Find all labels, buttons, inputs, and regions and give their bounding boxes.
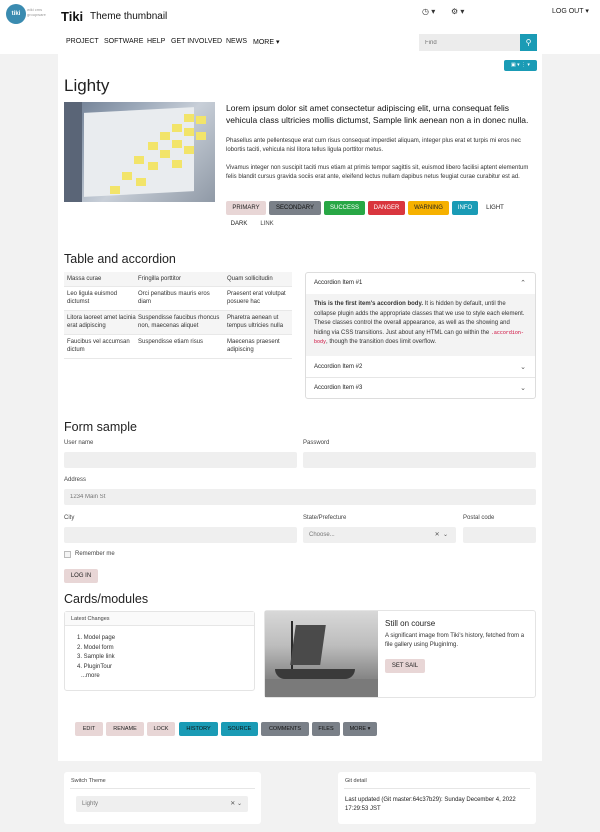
- page-title: Lighty: [64, 76, 110, 95]
- danger-button[interactable]: DANGER: [368, 201, 405, 215]
- logout-menu[interactable]: LOG OUT ▾: [552, 8, 589, 15]
- site-title: Theme thumbnail: [90, 11, 168, 22]
- lock-button[interactable]: LOCK: [147, 722, 175, 736]
- username-label: User name: [64, 440, 94, 446]
- tiki-logo[interactable]: tiki: [6, 4, 26, 24]
- primary-button[interactable]: PRIMARY: [226, 201, 266, 215]
- edit-button[interactable]: EDIT: [75, 722, 103, 736]
- column-header: Quam sollicitudin: [227, 276, 273, 282]
- search-button[interactable]: [520, 34, 537, 51]
- edit-mode-toggle[interactable]: [504, 60, 537, 71]
- list-item[interactable]: 3. Sample link: [77, 654, 115, 660]
- nav-help[interactable]: HELP: [147, 38, 166, 45]
- username-input[interactable]: [64, 452, 297, 468]
- accordion: [305, 272, 536, 399]
- info-button[interactable]: INFO: [452, 201, 478, 215]
- address-label: Address: [64, 477, 87, 483]
- light-button[interactable]: LIGHT: [486, 205, 504, 211]
- module-title: Latest Changes: [65, 612, 254, 626]
- chevron-down-icon: ⌄: [520, 364, 526, 371]
- accordion-item-2-header[interactable]: Accordion Item #2 ⌄: [306, 357, 535, 378]
- remember-me-checkbox[interactable]: [64, 551, 71, 558]
- remember-me-label: Remember me: [75, 551, 115, 557]
- clock-icon[interactable]: ◷ ▾: [422, 7, 436, 16]
- git-detail-text: Last updated (Git master:64c37b29): Sunday December 4, 2022 17:29:53 JST: [345, 797, 516, 812]
- card-image: [265, 611, 378, 697]
- table-section-heading: Table and accordion: [64, 252, 176, 266]
- theme-select[interactable]: Lighty ✕ ⌄: [76, 796, 248, 812]
- list-item[interactable]: 1. Model page: [77, 635, 116, 641]
- toggle-icon: ▣ ▾ ⋮ ▾: [511, 62, 530, 68]
- password-label: Password: [303, 440, 330, 446]
- card-title: Still on course: [385, 619, 436, 628]
- comments-button[interactable]: COMMENTS: [261, 722, 309, 736]
- accordion-item-1-header[interactable]: Accordion Item #1 ⌃: [306, 273, 535, 294]
- logo-tagline: wiki cms groupware: [27, 7, 46, 17]
- table-cell: Suspendisse faucibus rhoncus non, maecenas aliquet: [138, 315, 220, 329]
- table-cell: Suspendisse etiam risus: [138, 339, 204, 345]
- source-button[interactable]: SOURCE: [221, 722, 258, 736]
- address-input[interactable]: [64, 489, 536, 505]
- dark-button[interactable]: DARK: [230, 221, 248, 227]
- state-label: State/Prefecture: [303, 515, 347, 521]
- search-input[interactable]: [419, 34, 520, 51]
- secondary-button[interactable]: SECONDARY: [269, 201, 321, 215]
- paragraph-1: Phasellus ante pellentesque erat cum risus consequat imperdiet aliquam, integer plus erat et turpis mi eros nec lobortis taciti, vehicula nisl litora tellus ligula porttitor metus.: [226, 138, 521, 153]
- chevron-up-icon: ⌃: [520, 280, 526, 287]
- table-cell: Maecenas praesent adipiscing: [227, 339, 280, 353]
- password-input[interactable]: [303, 452, 536, 468]
- table-cell: Pharetra aenean ut tempus ultricies nulla: [227, 315, 284, 329]
- state-select[interactable]: Choose... ✕ ⌄: [303, 527, 456, 543]
- git-detail-module: [338, 772, 536, 824]
- table-row: [64, 287, 292, 311]
- city-input[interactable]: [64, 527, 297, 543]
- postal-code-input[interactable]: [463, 527, 536, 543]
- table-cell: Orci penatibus mauris eros diam: [138, 291, 210, 305]
- clear-icon[interactable]: ✕: [230, 801, 236, 807]
- search-icon: ⚲: [525, 38, 532, 47]
- link-button[interactable]: LINK: [260, 221, 274, 227]
- set-sail-button[interactable]: SET SAIL: [385, 659, 425, 673]
- history-button[interactable]: HISTORY: [179, 722, 218, 736]
- chevron-down-icon: ⌄: [236, 801, 242, 807]
- module-list: [77, 634, 115, 682]
- column-header: Massa curae: [67, 276, 102, 282]
- nav-more[interactable]: MORE ▾: [253, 39, 280, 46]
- warning-button[interactable]: WARNING: [408, 201, 449, 215]
- files-button[interactable]: FILES: [312, 722, 340, 736]
- nav-project[interactable]: PROJECT: [66, 38, 99, 45]
- city-label: City: [64, 515, 75, 521]
- chevron-down-icon: ⌄: [442, 532, 448, 538]
- card-text: A significant image from Tiki's history, fetched from a file gallery using PluginImg.: [385, 633, 525, 648]
- table-row: [64, 311, 292, 335]
- nav-get-involved[interactable]: GET INVOLVED: [171, 38, 223, 45]
- brand-name[interactable]: Tiki: [61, 9, 84, 24]
- table-cell: Faucibus vel accumsan dictum: [67, 339, 130, 353]
- table-cell: Praesent erat volutpat posuere hac: [227, 291, 286, 305]
- switch-theme-module: [64, 772, 261, 824]
- cards-section-heading: Cards/modules: [64, 592, 149, 606]
- accordion-item-1-body: This is the first item's accordion body. It is hidden by default, until the collapse plugin adds the appropriate classes that we use to style each element. These classes control the overall appearance, as well as the showing and hiding via CSS transitions. Just about any HTML can go within the .accordion-body, though the transition does limit overflow.: [306, 294, 535, 356]
- clear-icon[interactable]: ✕: [434, 532, 440, 538]
- nav-software[interactable]: SOFTWARE: [104, 38, 144, 45]
- cogs-icon[interactable]: ⚙ ▾: [451, 7, 465, 16]
- form-section-heading: Form sample: [64, 420, 137, 434]
- more-actions-button[interactable]: MORE ▾: [343, 722, 377, 736]
- login-button[interactable]: LOG IN: [64, 569, 98, 583]
- git-detail-title: Git detail: [345, 778, 367, 784]
- table-row: [64, 335, 292, 359]
- accordion-item-3-header[interactable]: Accordion Item #3 ⌄: [306, 378, 535, 399]
- lead-text: Lorem ipsum dolor sit amet consectetur adipiscing elit, urna consequat felis vehicula class ultricies mollis dictumst, Sample link aenean non a in donec nulla.: [226, 103, 529, 125]
- hero-image: [64, 102, 215, 202]
- column-header: Fringilla porttitor: [138, 276, 182, 282]
- postal-code-label: Postal code: [463, 515, 495, 521]
- table-header-row: [64, 272, 292, 287]
- table-cell: Leo ligula euismod dictumst: [67, 291, 118, 305]
- latest-changes-module: [64, 611, 255, 691]
- success-button[interactable]: SUCCESS: [324, 201, 365, 215]
- chevron-down-icon: ⌄: [520, 385, 526, 392]
- nav-news[interactable]: NEWS: [226, 38, 247, 45]
- paragraph-2: Vivamus integer non suscipit taciti mus etiam at primis tempor sagittis sit, euismod libero facilisi aptent elementum felis blandit cursus gravida sociis erat ante, eleifend lectus nullam dapibus netus feugiat curae curabitur est ad.: [226, 165, 529, 180]
- top-bar: [0, 0, 600, 32]
- sample-table: [64, 272, 292, 359]
- list-item[interactable]: 4. PluginTour: [77, 663, 113, 670]
- more-link[interactable]: ...more: [81, 673, 100, 679]
- rename-button[interactable]: RENAME: [106, 722, 144, 736]
- switch-theme-title: Switch Theme: [71, 778, 106, 784]
- list-item[interactable]: 2. Model form: [77, 644, 114, 651]
- main-nav: [0, 32, 600, 54]
- table-cell: Litora laoreet amet lacinia erat adipiscing: [67, 315, 136, 329]
